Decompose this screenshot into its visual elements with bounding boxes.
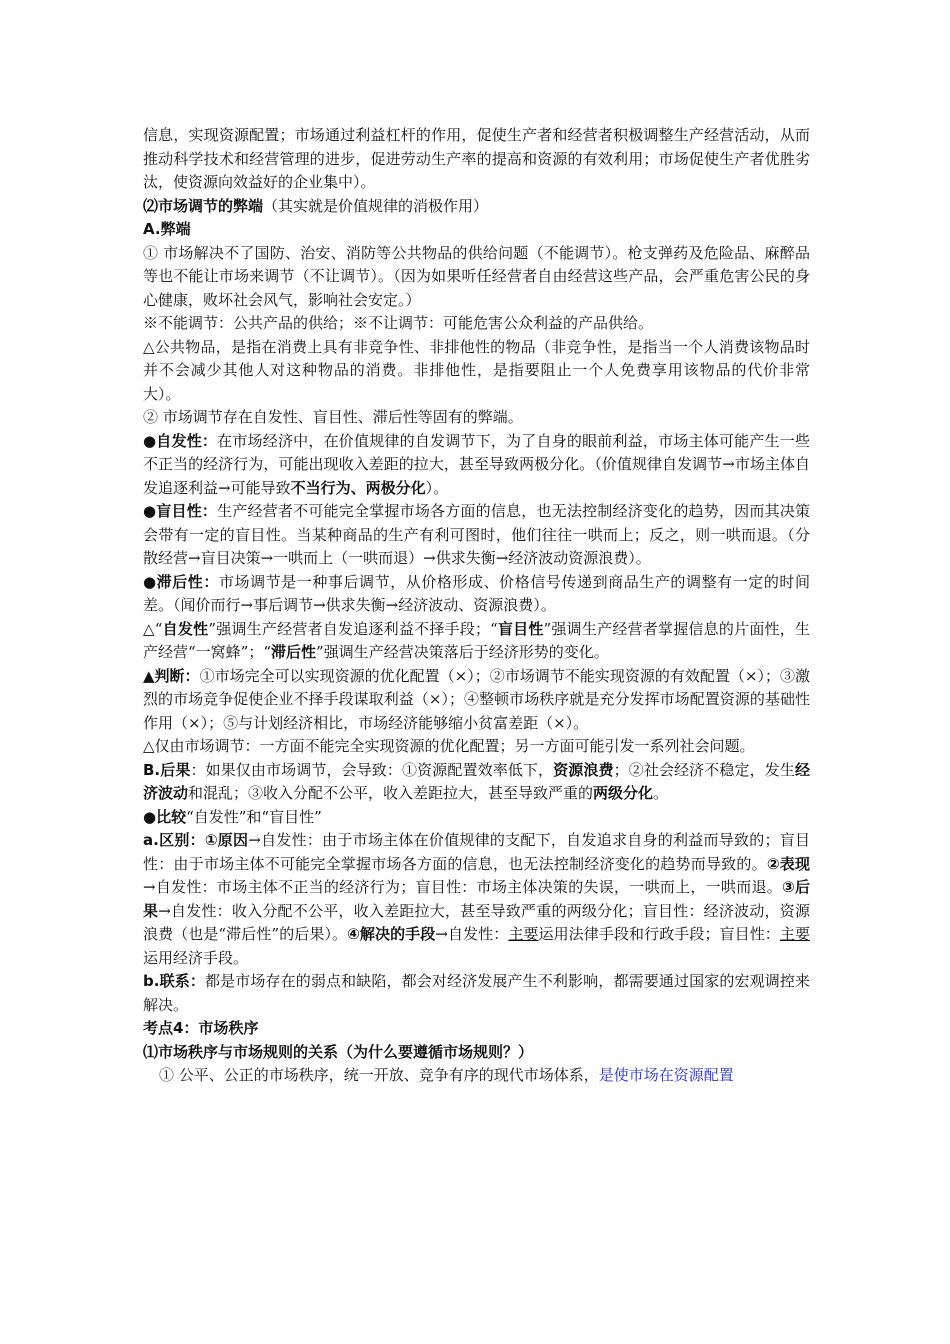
paragraph-public-goods: ① 市场解决不了国防、治安、消防等公共物品的供给问题（不能调节）。枪支弹药及危险品、麻醉品等也不能让市场来调节（不让调节）。（因为如果听任经营者自由经营这些产品，会严重危害公民的身心健康，败坏社会风气，影响社会安定。） [143, 243, 810, 309]
text-highlight-blue: 是使市场在资源配置 [598, 1066, 734, 1084]
text-fragment: 和混乱；③收入分配不公平，收入差距拉大，甚至导致严重的 [188, 784, 594, 802]
text-fragment: 。 [653, 784, 669, 802]
term-waste: 资源浪费 [553, 760, 614, 779]
note-public-goods-definition: △公共物品，是指在消费上具有非竞争性、非排他性的物品（非竞争性，是指当一个人消费该物品时并不会减少其他人对这种物品的消费。非排他性，是指要阻止一个人免费享用该物品的代价非常大）。 [143, 337, 810, 403]
note-cannot-regulate: ※不能调节：公共产品的供给；※不让调节：可能危害公众利益的产品供给。 [143, 314, 654, 332]
underlined-mainly: 主要 [779, 925, 810, 943]
text-fragment: →自发性：由于市场主体在价值规律的支配下，自发追求自身的利益而导致的；盲目性：由于市场主体不可能完全掌握市场各方面的信息，也无法控制经济变化的趋势而导致的。 [143, 831, 810, 873]
label-compare: ●比较 [143, 807, 187, 826]
term-blindness: 盲目性 [497, 619, 544, 638]
heading-exam-point-4: 考点4：市场秩序 [143, 1019, 259, 1037]
text-fragment: ”强调生产经营决策落后于经济形势的变化。 [316, 643, 609, 661]
text-spontaneity-bold: 不当行为、两极分化 [290, 478, 426, 497]
text-lag: 市场调节是一种事后调节，从价格形成、价格信号传递到商品生产的调整有一定的时间差。（闻价而行→事后调节→供求失衡→经济波动、资源浪费）。 [143, 572, 810, 614]
text-fragment: ① 公平、公正的市场秩序，统一开放、竞争有序的现代市场体系， [159, 1066, 599, 1084]
label-manifestation: ②表现 [766, 854, 810, 873]
text-fragment: ：如果仅由市场调节，会导致：①资源配置效率低下， [190, 760, 554, 779]
heading-market-drawbacks [143, 195, 810, 219]
text-fragment: ”强调生产经营者自发追逐利益不择手段；“ [208, 619, 498, 638]
paragraph-blindness [143, 500, 810, 571]
heading-note: （其实就是价值规律的消极作用） [263, 196, 489, 215]
label-lag: ●滞后性： [143, 572, 219, 591]
label-spontaneity: ●自发性： [143, 431, 218, 450]
text-fragment: ”强调生产经营者掌握信息的片面性，生产经营“一窝蜂”；“ [143, 619, 810, 661]
term-polarization: 两级分化 [593, 784, 654, 802]
text-fragment: 运用经济手段。 [143, 948, 249, 967]
text-spontaneity-end: ）。 [425, 478, 449, 497]
paragraph-consequences [143, 759, 810, 806]
label-result: ③后果 [143, 878, 811, 920]
term-spontaneity: 自发性 [162, 619, 209, 638]
text-compare: “自发性”和“盲目性” [186, 807, 322, 826]
text-fragment: →自发性： [435, 925, 509, 943]
text-judgement: ①市场完全可以实现资源的优化配置（×）；②市场调节不能实现资源的有效配置（×）；③激烈的市场竞争促使企业不择手段谋取利益（×）；④整顿市场秩序就是充分发挥市场配置资源的基础性作用（×）；⑤与计划经济相比，市场经济能够缩小贫富差距（×）。 [143, 666, 810, 732]
text-fragment: ；②社会经济不稳定，发生 [613, 760, 795, 779]
text-connection: 都是市场存在的弱点和缺陷，都会对经济发展产生不利影响，都需要通过国家的宏观调控来解决。 [143, 972, 810, 1014]
text-fragment: →自发性：收入分配不公平，收入差距拉大，甚至导致严重的两级分化；盲目性：经济波动，资源浪费（也是“滞后性”的后果）。 [143, 901, 810, 943]
term-fluctuation: 经济波动 [143, 760, 810, 802]
paragraph-intro-continuation: 信息，实现资源配置；市场通过利益杠杆的作用，促使生产者和经营者积极调整生产经营活动，从而推动科学技术和经营管理的进步，促进劳动生产率的提高和资源的有效利用；市场促使生产者优胜劣汰，使资源向效益好的企业集中）。 [143, 126, 810, 191]
paragraph-connection [143, 970, 810, 1017]
paragraph-fair-order [143, 1064, 810, 1088]
label-connection: b.联系： [143, 972, 205, 990]
paragraph-differences [143, 829, 810, 970]
text-fragment: △“ [143, 619, 163, 638]
text-fragment: →自发性：市场主体不正当的经济行为；盲目性：市场主体决策的失误，一哄而上，一哄而退。 [143, 878, 783, 896]
text-blindness: 生产经营者不可能完全掌握市场各方面的信息，也无法控制经济变化的趋势，因而其决策会带有一定的盲目性。当某种商品的生产有利可图时，他们往往一哄而上；反之，则一哄而退。（分散经营→盲目决策→一哄而上（一哄而退）→供求失衡→经济波动资源浪费）。 [143, 502, 810, 567]
text-spontaneity: 在市场经济中，在价值规律的自发调节下，为了自身的眼前利益，市场主体可能产生一些不正当的经济行为，可能出现收入差距的拉大，甚至导致两极分化。（价值规律自发调节→市场主体自发追逐利益→可能导致 [143, 431, 810, 497]
paragraph-judgement [143, 665, 810, 736]
label-blindness: ●盲目性： [143, 502, 218, 520]
label-solution: ④解决的手段 [347, 925, 436, 943]
paragraph-inherent-drawbacks: ② 市场调节存在自发性、盲目性、滞后性等固有的弊端。 [143, 408, 523, 426]
paragraph-spontaneity [143, 430, 810, 501]
paragraph-only-market: △仅由市场调节：一方面不能完全实现资源的优化配置；另一方面可能引发一系列社会问题。 [143, 737, 755, 755]
heading-bold: ⑵市场调节的弊端 [143, 196, 264, 215]
label-consequences: B.后果 [143, 760, 191, 779]
label-judgement: ▲判断： [143, 666, 200, 685]
underlined-mainly: 主要 [508, 925, 539, 943]
paragraph-compare-heading [143, 806, 810, 830]
paragraph-lag [143, 571, 810, 618]
paragraph-comparison-note [143, 618, 810, 665]
heading-order-and-rules: ⑴市场秩序与市场规则的关系（为什么要遵循市场规则？） [143, 1042, 534, 1061]
text-fragment: 运用法律手段和行政手段；盲目性： [538, 925, 780, 943]
label-differences: a.区别：①原因 [143, 831, 249, 849]
subheading-drawbacks: A.弊端 [143, 220, 191, 238]
term-lag: 滞后性 [271, 643, 317, 661]
